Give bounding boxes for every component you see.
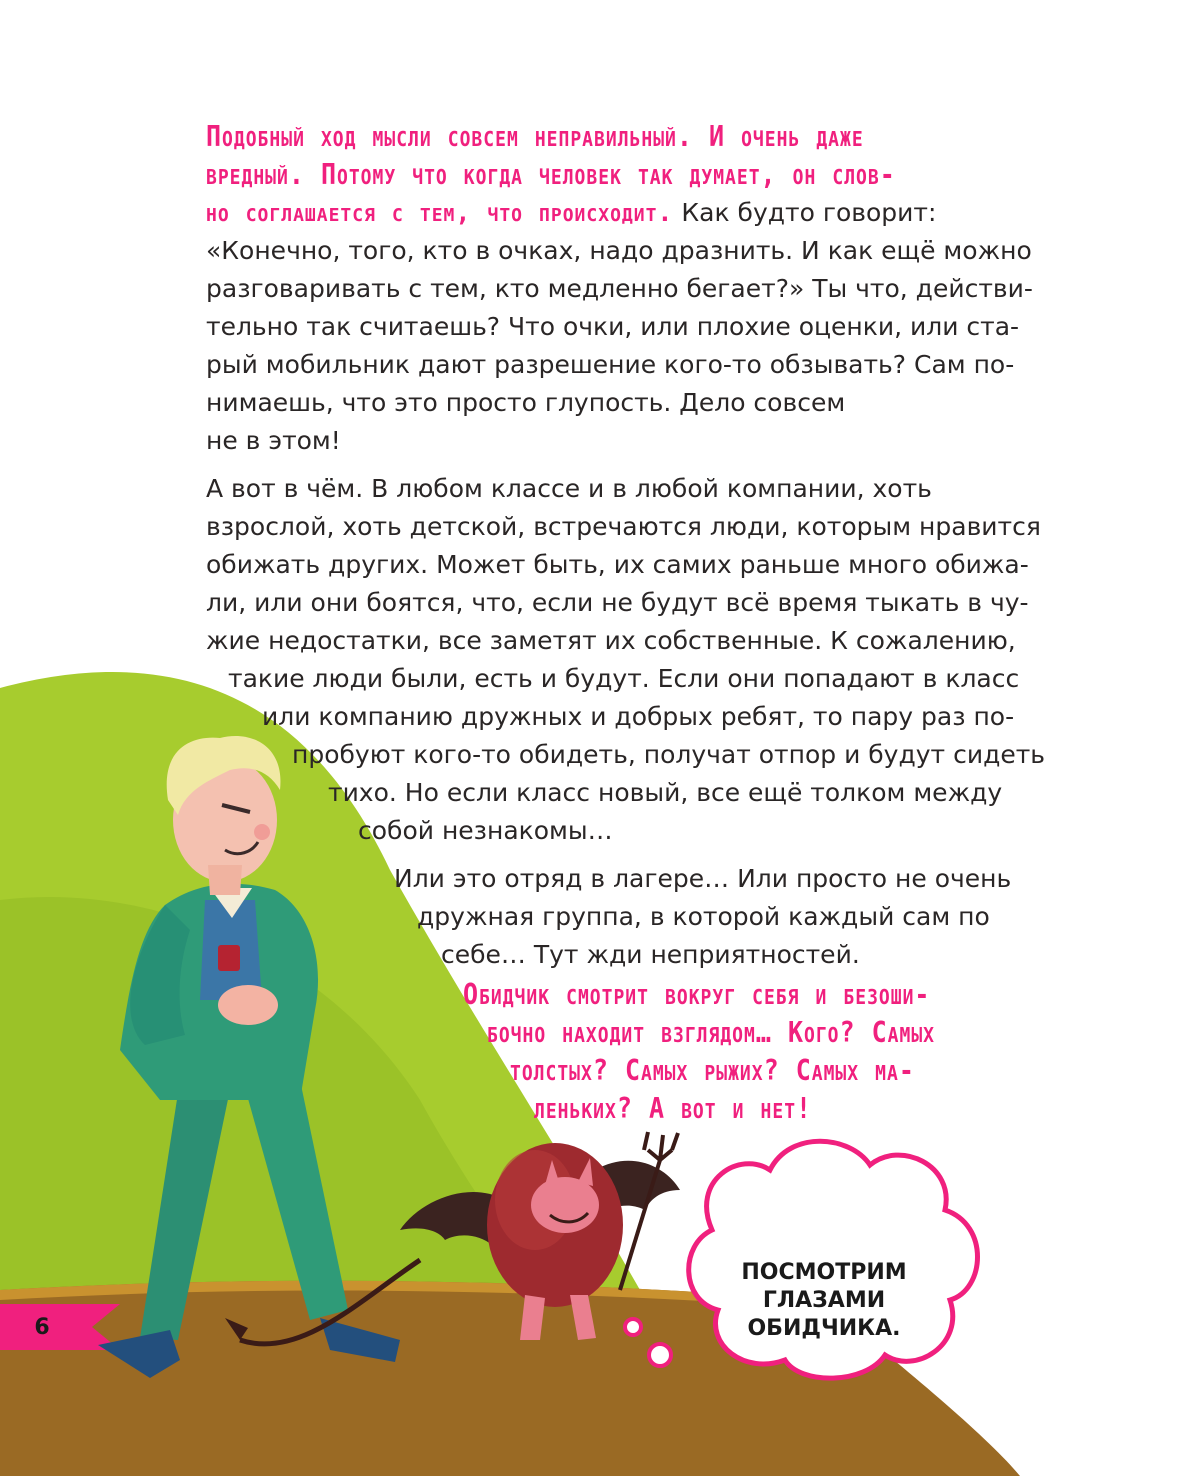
boy-vest-crest: [218, 945, 240, 971]
trident-head: [644, 1132, 678, 1160]
p4-highlight-line-3: толстых? Самых рыжих? Самых ма-: [510, 1053, 915, 1088]
p2-line-7: или компанию дружных и добрых ребят, то пару раз по-: [262, 702, 1015, 731]
p2-line-10: собой незнакомы…: [358, 816, 613, 845]
p2-line-1: А вот в чём. В любом классе и в любой компании, хоть: [206, 474, 932, 503]
p3-line-3: себе… Тут жди неприятностей.: [441, 940, 860, 969]
boy-hands: [218, 985, 278, 1025]
monster-face: [531, 1177, 599, 1233]
p1-continuation-line-4: тельно так считаешь? Что очки, или плохие оценки, или ста-: [206, 312, 1020, 341]
p2-line-3: обижать других. Может быть, их самих раньше много обижа-: [206, 550, 1029, 579]
p4-highlight-line-2: бочно находит взглядом… Кого? Самых: [487, 1015, 936, 1050]
p1-continuation-line-7: не в этом!: [206, 426, 341, 455]
p2-line-2: взрослой, хоть детской, встречаются люди, которым нравится: [206, 512, 1041, 541]
p1-mixed-line-3: [206, 194, 936, 232]
p4-highlight-line-4: леньких? А вот и нет!: [534, 1091, 813, 1126]
p2-line-5: жие недостатки, все заметят их собственные. К сожалению,: [206, 626, 1016, 655]
thought-dot-small: [649, 1344, 671, 1366]
p2-line-4: ли, или они боятся, что, если не будут всё время тыкать в чу-: [206, 588, 1029, 617]
p1-highlight-line-3: но соглашается с тем, что происходит.: [206, 198, 674, 227]
boy-cheek: [254, 824, 270, 840]
thought-dot-medium: [625, 1319, 641, 1335]
p1-continuation-line-6: нимаешь, что это просто глупость. Дело совсем: [206, 388, 846, 417]
p1-continuation-line-1: Как будто говорит:: [673, 198, 937, 227]
p1-highlight-line-2: вредный. Потому что когда человек так думает, он слов-: [206, 157, 896, 192]
p1-highlight-line-1: Подобный ход мысли совсем неправильный. И очень даже: [206, 119, 864, 154]
p4-highlight-line-1: Обидчик смотрит вокруг себя и безоши-: [463, 977, 931, 1012]
p1-continuation-line-5: рый мобильник дают разрешение кого-то обзывать? Сам по-: [206, 350, 1015, 379]
boy-neck: [208, 865, 242, 895]
p1-continuation-line-3: разговаривать с тем, кто медленно бегает?» Ты что, действи-: [206, 274, 1033, 303]
p3-line-2: дружная группа, в которой каждый сам по: [417, 902, 990, 931]
page-number: 6: [34, 1314, 50, 1340]
p2-line-6: такие люди были, есть и будут. Если они попадают в класс: [228, 664, 1020, 693]
p1-continuation-line-2: «Конечно, того, кто в очках, надо дразнить. И как ещё можно: [206, 236, 1032, 265]
p2-line-9: тихо. Но если класс новый, все ещё толком между: [328, 778, 1003, 807]
p3-line-1: Или это отряд в лагере… Или просто не очень: [394, 864, 1012, 893]
p2-line-8: пробуют кого-то обидеть, получат отпор и будут сидеть: [292, 740, 1046, 769]
thought-bubble-text: ПОСМОТРИМ ГЛАЗАМИ ОБИДЧИКА.: [741, 1260, 907, 1341]
